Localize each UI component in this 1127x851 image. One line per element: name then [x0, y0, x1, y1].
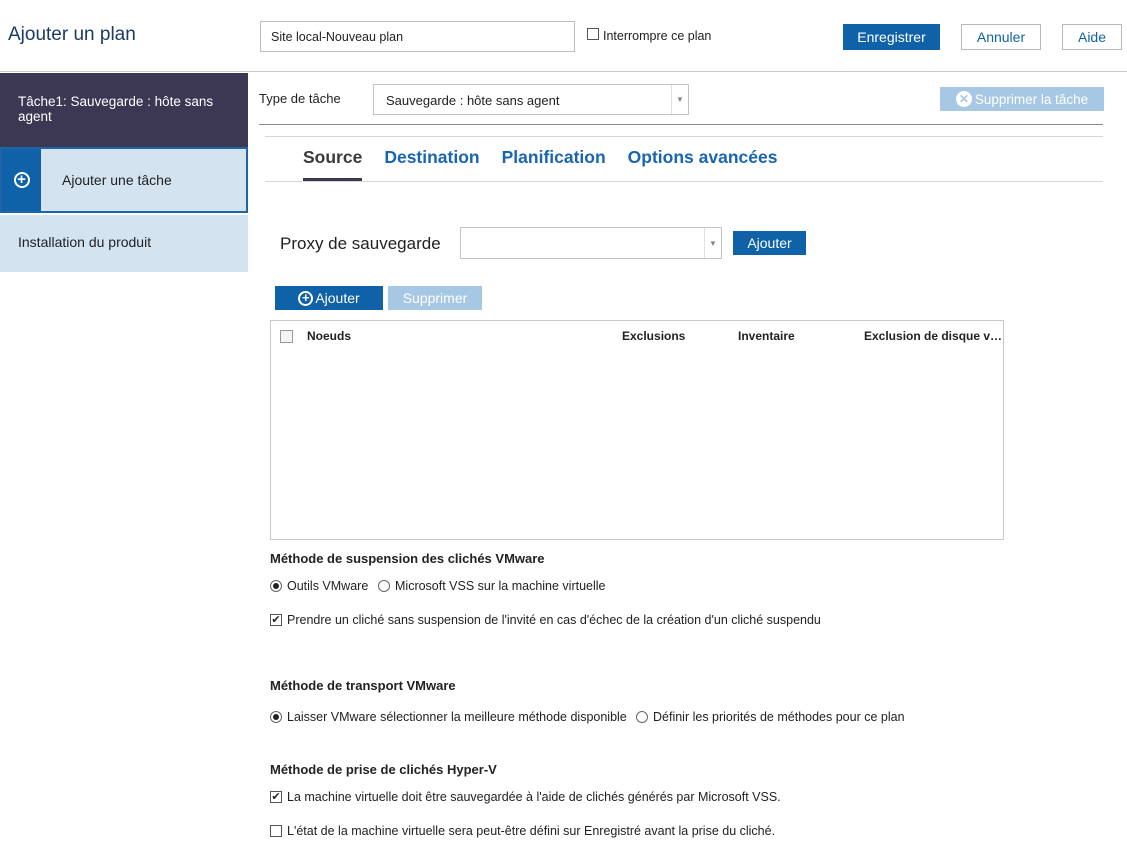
transport-option-priority[interactable] — [636, 710, 905, 724]
help-button[interactable]: Aide — [1062, 24, 1122, 50]
quiesce-tools-label: Outils VMware — [287, 579, 369, 593]
cancel-button[interactable]: Annuler — [961, 24, 1041, 50]
divider — [265, 136, 1103, 137]
select-all-checkbox[interactable] — [280, 330, 293, 343]
tab-bar — [303, 147, 799, 181]
nodes-table — [270, 320, 1004, 540]
transport-option-auto[interactable] — [270, 710, 627, 724]
vmware-quiesce-title: Méthode de suspension des clichés VMware — [270, 551, 545, 566]
close-circle-icon: ✕ — [956, 91, 972, 107]
tab-destination[interactable]: Destination — [384, 147, 480, 167]
divider — [265, 181, 1103, 182]
add-node-button[interactable] — [275, 286, 383, 310]
task-type-value: Sauvegarde : hôte sans agent — [386, 93, 560, 108]
task-type-label: Type de tâche — [259, 91, 341, 106]
plus-circle-icon: + — [14, 172, 30, 188]
plan-name-input[interactable] — [260, 21, 575, 52]
transport-priority-radio[interactable] — [636, 711, 648, 723]
transport-auto-label: Laisser VMware sélectionner la meilleure méthode disponible — [287, 710, 627, 724]
proxy-add-button[interactable]: Ajouter — [733, 231, 806, 255]
hyperv-saved-state-checkbox[interactable] — [270, 825, 282, 837]
save-button[interactable]: Enregistrer — [843, 24, 940, 50]
tab-advanced-options[interactable]: Options avancées — [627, 147, 778, 167]
column-header-exclusions[interactable]: Exclusions — [622, 329, 686, 343]
transport-priority-label: Définir les priorités de méthodes pour ce plan — [653, 710, 905, 724]
backup-proxy-select[interactable] — [460, 227, 722, 259]
pause-plan-label: Interrompre ce plan — [603, 29, 712, 43]
hyperv-snapshot-title: Méthode de prise de clichés Hyper-V — [270, 762, 497, 777]
hyperv-saved-state-option[interactable] — [270, 824, 775, 838]
divider — [259, 124, 1103, 125]
quiesce-fallback-option[interactable] — [270, 613, 821, 627]
hyperv-vss-option[interactable] — [270, 790, 781, 804]
chevron-down-icon[interactable]: ▼ — [671, 85, 688, 114]
tab-schedule[interactable]: Planification — [501, 147, 606, 167]
remove-node-button[interactable]: Supprimer — [388, 286, 482, 310]
delete-task-label: Supprimer la tâche — [974, 91, 1089, 107]
column-header-disk-exclusion[interactable]: Exclusion de disque v… — [864, 329, 1003, 343]
delete-task-button[interactable] — [940, 87, 1104, 111]
quiesce-option-vss[interactable] — [378, 579, 606, 593]
sidebar-item-install[interactable] — [0, 215, 248, 272]
column-header-inventory[interactable]: Inventaire — [738, 329, 795, 343]
pause-plan-option[interactable] — [587, 29, 711, 43]
backup-proxy-label: Proxy de sauvegarde — [280, 234, 441, 253]
pause-plan-checkbox[interactable] — [587, 28, 599, 40]
page-title: Ajouter un plan — [8, 24, 136, 45]
vmware-transport-title: Méthode de transport VMware — [270, 678, 456, 693]
quiesce-option-tools[interactable] — [270, 579, 368, 593]
transport-auto-radio[interactable] — [270, 711, 282, 723]
top-bar — [0, 0, 1127, 72]
hyperv-vss-label: La machine virtuelle doit être sauvegardée à l'aide de clichés générés par Microsoft VSS. — [287, 790, 781, 804]
add-task-icon-box — [2, 149, 41, 211]
quiesce-fallback-label: Prendre un cliché sans suspension de l'invité en cas d'échec de la création d'un cliché suspendu — [287, 613, 821, 627]
sidebar-item-add-task[interactable] — [0, 147, 248, 213]
quiesce-tools-radio[interactable] — [270, 580, 282, 592]
hyperv-saved-state-label: L'état de la machine virtuelle sera peut-être défini sur Enregistré avant la prise du cliché. — [287, 824, 776, 838]
sidebar-item-add-task-label: Ajouter une tâche — [62, 172, 172, 188]
plus-circle-icon: + — [298, 291, 313, 306]
tab-source[interactable]: Source — [303, 147, 362, 181]
column-header-nodes[interactable]: Noeuds — [307, 329, 352, 343]
sidebar-item-install-label: Installation du produit — [18, 234, 152, 250]
quiesce-vss-radio[interactable] — [378, 580, 390, 592]
quiesce-fallback-checkbox[interactable]: ✔ — [271, 613, 281, 626]
quiesce-vss-label: Microsoft VSS sur la machine virtuelle — [395, 579, 606, 593]
chevron-down-icon[interactable]: ▼ — [704, 228, 721, 258]
sidebar-item-task1[interactable] — [0, 73, 248, 147]
hyperv-vss-checkbox[interactable]: ✔ — [271, 790, 281, 803]
sidebar-item-task1-label: Tâche1: Sauvegarde : hôte sans agent — [18, 94, 214, 124]
add-node-label: Ajouter — [315, 290, 360, 306]
task-type-select[interactable] — [373, 84, 689, 115]
